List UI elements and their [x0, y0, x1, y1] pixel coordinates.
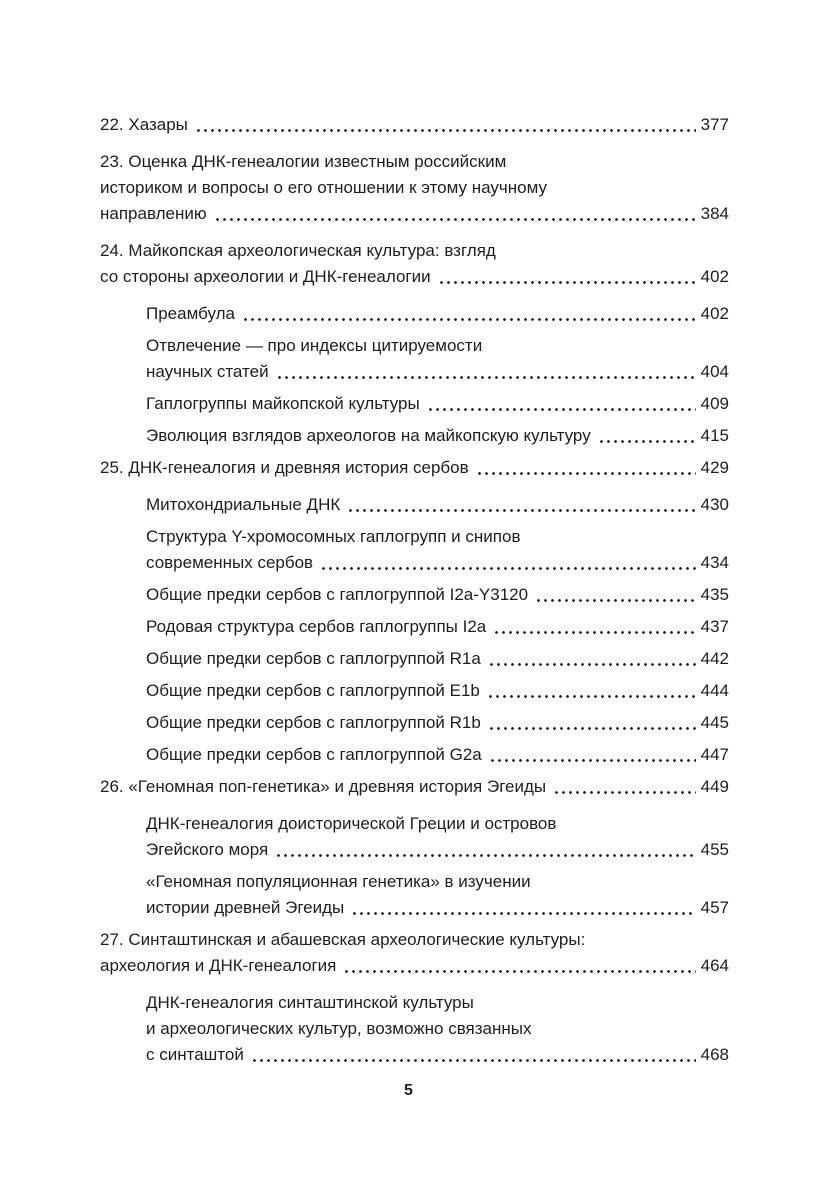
toc-entry-line	[146, 301, 729, 327]
toc-entry-line	[146, 333, 729, 359]
dot-leader	[275, 837, 696, 863]
toc-subentry	[100, 423, 729, 449]
dot-leader	[476, 455, 696, 481]
toc-page-number: 409	[700, 394, 729, 413]
toc-page-number: 402	[700, 304, 729, 323]
toc-subentry	[100, 492, 729, 518]
toc-page-number: 457	[700, 898, 729, 917]
toc-page-number: 468	[700, 1045, 729, 1064]
toc-subentry	[100, 811, 729, 863]
toc-entry-line	[146, 614, 729, 640]
toc-entry-line	[146, 359, 729, 385]
toc-entry-line	[100, 264, 729, 290]
toc-entry-line	[146, 524, 729, 550]
toc-entry-line	[146, 895, 729, 921]
toc-entry-title: Гаплогруппы майкопской культуры	[146, 394, 420, 413]
toc-entry-title: 25. ДНК-генеалогия и древняя история сербов	[100, 458, 469, 477]
dot-leader	[438, 264, 696, 290]
toc-page-number: 447	[700, 745, 729, 764]
toc-page-number: 435	[700, 585, 729, 604]
toc-entry-title: Общие предки сербов с гаплогруппой E1b	[146, 681, 480, 700]
toc-entry-title: Преамбула	[146, 304, 235, 323]
toc-subentry	[100, 742, 729, 768]
toc-entry-title: Родовая структура сербов гаплогруппы I2a	[146, 617, 487, 636]
toc-entry-line	[146, 423, 729, 449]
toc-entry-line	[100, 927, 729, 953]
toc-entry-title: ДНК-генеалогия синташтинской культуры	[146, 993, 474, 1012]
toc-page-number: 430	[700, 495, 729, 514]
toc-entry-title: археология и ДНК-генеалогия	[100, 956, 337, 975]
toc-entry-title: ДНК-генеалогия доисторической Греции и островов	[146, 814, 557, 833]
toc-entry-line	[146, 678, 729, 704]
toc-entry-title: со стороны археологии и ДНК-генеалогии	[100, 267, 431, 286]
toc-page-number: 415	[700, 426, 729, 445]
toc-entry-line	[100, 149, 729, 175]
toc-entry	[100, 774, 729, 800]
toc-entry-line	[100, 774, 729, 800]
dot-leader	[488, 710, 696, 736]
toc-entry-line	[146, 710, 729, 736]
toc-entry-title: Общие предки сербов с гаплогруппой G2a	[146, 745, 482, 764]
dot-leader	[493, 614, 696, 640]
toc-entry-title: Эгейского моря	[146, 840, 269, 859]
toc-subentry	[100, 710, 729, 736]
toc-page-number: 449	[700, 777, 729, 796]
toc-entry-line	[146, 811, 729, 837]
toc-entry-title: Общие предки сербов с гаплогруппой I2a-Y3120	[146, 585, 529, 604]
toc-entry-title: «Геномная популяционная генетика» в изучении	[146, 872, 531, 891]
toc-subentry	[100, 990, 729, 1068]
toc-entry-line	[146, 869, 729, 895]
toc-subentry	[100, 391, 729, 417]
toc-entry-title: 23. Оценка ДНК-генеалогии известным российским	[100, 152, 507, 171]
table-of-contents	[100, 112, 729, 1068]
dot-leader	[195, 112, 696, 138]
dot-leader	[487, 678, 696, 704]
toc-subentry	[100, 678, 729, 704]
toc-entry-line	[100, 455, 729, 481]
toc-page-number: 402	[700, 267, 729, 286]
toc-entry-title: научных статей	[146, 362, 269, 381]
toc-entry-title: и археологических культур, возможно связанных	[146, 1019, 532, 1038]
toc-entry-title: Структура Y-хромосомных гаплогрупп и снипов	[146, 527, 521, 546]
toc-page-number: 404	[700, 362, 729, 381]
toc-entry-line	[100, 201, 729, 227]
toc-entry-title: Общие предки сербов с гаплогруппой R1b	[146, 713, 481, 732]
toc-subentry	[100, 333, 729, 385]
toc-entry-line	[146, 742, 729, 768]
dot-leader	[242, 301, 696, 327]
toc-entry	[100, 112, 729, 138]
toc-entry-line	[100, 112, 729, 138]
dot-leader	[343, 953, 696, 979]
toc-entry-title: 22. Хазары	[100, 115, 188, 134]
toc-entry-title: Митохондриальные ДНК	[146, 495, 341, 514]
toc-entry-line	[146, 582, 729, 608]
toc-entry-line	[146, 646, 729, 672]
toc-entry-title: 27. Синташтинская и абашевская археологические культуры:	[100, 930, 586, 949]
toc-subentry	[100, 582, 729, 608]
dot-leader	[489, 742, 696, 768]
toc-subentry	[100, 524, 729, 576]
toc-entry-line	[100, 953, 729, 979]
toc-entry-line	[146, 1016, 729, 1042]
toc-entry-line	[146, 550, 729, 576]
dot-leader	[276, 359, 696, 385]
toc-page-number: 437	[700, 617, 729, 636]
toc-entry-title: Отвлечение — про индексы цитируемости	[146, 336, 483, 355]
dot-leader	[320, 550, 696, 576]
toc-entry-line	[146, 990, 729, 1016]
toc-entry-title: 26. «Геномная поп-генетика» и древняя история Эгеиды	[100, 777, 547, 796]
toc-entry	[100, 455, 729, 481]
dot-leader	[535, 582, 696, 608]
toc-entry-title: историком и вопросы о его отношении к этому научному	[100, 178, 547, 197]
toc-entry-line	[146, 837, 729, 863]
dot-leader	[347, 492, 696, 518]
toc-entry	[100, 238, 729, 290]
toc-page-number: 445	[700, 713, 729, 732]
toc-subentry	[100, 614, 729, 640]
dot-leader	[351, 895, 696, 921]
dot-leader	[427, 391, 696, 417]
toc-page-number: 384	[700, 204, 729, 223]
toc-entry-line	[100, 238, 729, 264]
dot-leader	[251, 1042, 696, 1068]
toc-entry	[100, 149, 729, 227]
toc-subentry	[100, 869, 729, 921]
toc-page-number: 444	[700, 681, 729, 700]
toc-entry	[100, 927, 729, 979]
dot-leader	[214, 201, 696, 227]
dot-leader	[553, 774, 696, 800]
dot-leader	[488, 646, 696, 672]
toc-entry-title: Общие предки сербов с гаплогруппой R1a	[146, 649, 481, 668]
toc-subentry	[100, 301, 729, 327]
toc-entry-title: Эволюция взглядов археологов на майкопскую культуру	[146, 426, 591, 445]
toc-entry-line	[146, 1042, 729, 1068]
toc-entry-title: истории древней Эгеиды	[146, 898, 345, 917]
toc-entry-line	[100, 175, 729, 201]
toc-entry-line	[146, 391, 729, 417]
dot-leader	[598, 423, 696, 449]
toc-entry-title: направлению	[100, 204, 207, 223]
page-number: 5	[404, 1082, 413, 1099]
toc-page-number: 442	[700, 649, 729, 668]
toc-page-number: 429	[700, 458, 729, 477]
toc-entry-title: современных сербов	[146, 553, 314, 572]
toc-page-number: 377	[700, 115, 729, 134]
toc-subentry	[100, 646, 729, 672]
toc-entry-line	[146, 492, 729, 518]
toc-page-number: 434	[700, 553, 729, 572]
toc-entry-title: 24. Майкопская археологическая культура: взгляд	[100, 241, 496, 260]
toc-page-number: 455	[700, 840, 729, 859]
toc-page-number: 464	[700, 956, 729, 975]
toc-entry-title: с синташтой	[146, 1045, 244, 1064]
